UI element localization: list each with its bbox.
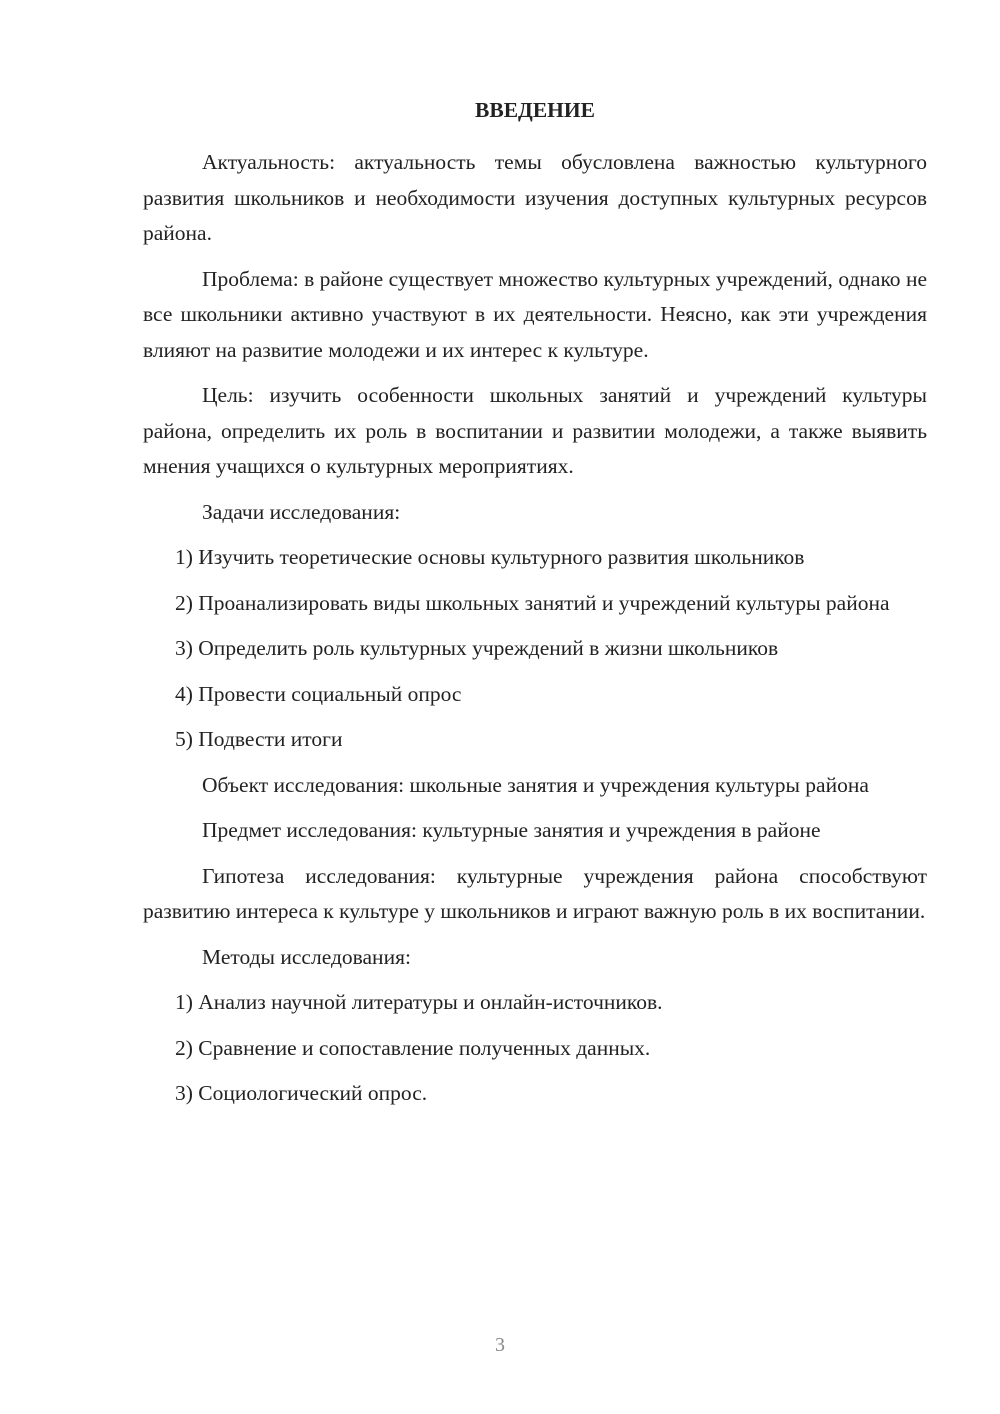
hypothesis-paragraph: Гипотеза исследования: культурные учреждения района способствуют развитию интереса к культуре у школьников и играют важную роль в их воспитании. [143,863,927,923]
task-item: 3) Определить роль культурных учреждений в жизни школьников [175,636,779,660]
task-item: 2) Проанализировать виды школьных занятий и учреждений культуры района [175,590,890,615]
page-number: 3 [495,1334,505,1356]
tasks-heading: Задачи исследования: [202,499,401,524]
methods-list [143,985,927,1112]
method-item: 2) Сравнение и сопоставление полученных данных. [175,1035,651,1060]
document-page [143,95,927,1122]
tasks-list [143,540,927,758]
goal-paragraph: Цель: изучить особенности школьных занятий и учреждений культуры района, определить их роль в воспитании и развитии молодежи, а также выявить мнения учащихся о культурных мероприятиях. [143,383,927,478]
subject-paragraph: Предмет исследования: культурные занятия и учреждения в районе [202,818,821,842]
task-item: 1) Изучить теоретические основы культурного развития школьников [175,545,805,569]
problem-paragraph: Проблема: в районе существует множество культурных учреждений, однако не все школьники активно участвуют в их деятельности. Неясно, как эти учреждения влияют на развитие молодежи и их интерес к культуре. [143,266,927,362]
method-item: 3) Социологический опрос. [175,1081,428,1105]
object-paragraph: Объект исследования: школьные занятия и учреждения культуры района [202,772,869,797]
method-item: 1) Анализ научной литературы и онлайн-источников. [175,990,663,1014]
relevance-paragraph: Актуальность: актуальность темы обусловлена важностью культурного развития школьников и необходимости изучения доступных культурных ресурсов района. [143,150,927,245]
page-title: ВВЕДЕНИЕ [475,98,595,122]
task-item: 4) Провести социальный опрос [175,681,462,706]
methods-heading: Методы исследования: [202,944,411,969]
task-item: 5) Подвести итоги [175,727,343,751]
